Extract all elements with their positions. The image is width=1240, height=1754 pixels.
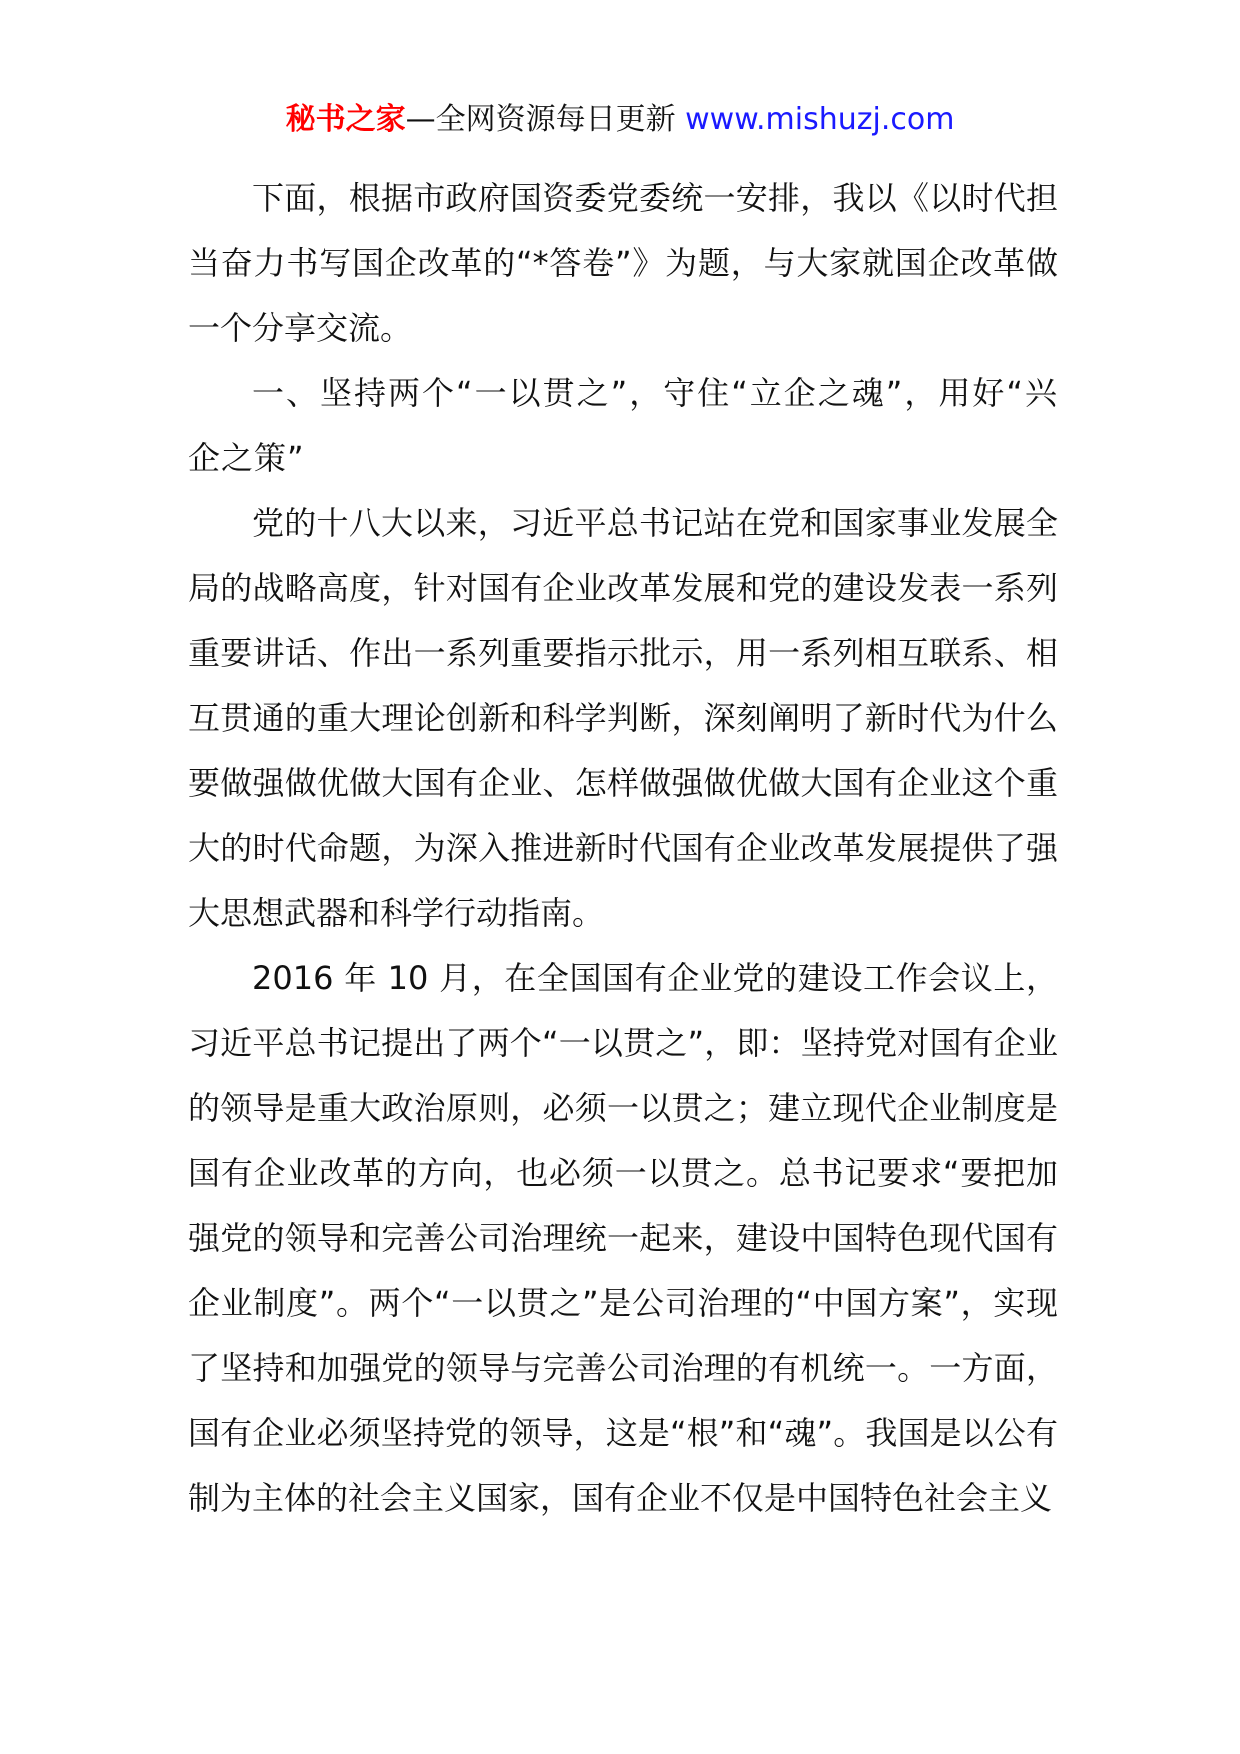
document-body bbox=[188, 166, 1058, 1531]
paragraph-two-principles: 2016 年 10 月，在全国国有企业党的建设工作会议上，习近平总书记提出了两个“一以贯之”，即：坚持党对国有企业的领导是重大政治原则，必须一以贯之；建立现代企业制度是国有企业改革的方向，也必须一以贯之。总书记要求“要把加强党的领导和完善公司治理统一起来，建设中国特色现代国有企业制度”。两个“一以贯之”是公司治理的“中国方案”，实现了坚持和加强党的领导与完善公司治理的有机统一。一方面，国有企业必须坚持党的领导，这是“根”和“魂”。我国是以公有制为主体的社会主义国家，国有企业不仅是中国特色社会主义 bbox=[188, 959, 1058, 1517]
page-header bbox=[0, 100, 1240, 140]
paragraph-intro: 下面，根据市政府国资委党委统一安排，我以《以时代担当奋力书写国企改革的“*答卷”》为题，与大家就国企改革做一个分享交流。 bbox=[188, 179, 1058, 347]
brand-name: 秘书之家 bbox=[285, 102, 406, 137]
site-url-link[interactable]: www.mishuzj.com bbox=[685, 102, 955, 137]
paragraph-background: 党的十八大以来，习近平总书记站在党和国家事业发展全局的战略高度，针对国有企业改革发展和党的建设发表一系列重要讲话、作出一系列重要指示批示，用一系列相互联系、相互贯通的重大理论创新和科学判断，深刻阐明了新时代为什么要做强做优做大国有企业、怎样做强做优做大国有企业这个重大的时代命题，为深入推进新时代国有企业改革发展提供了强大思想武器和科学行动指南。 bbox=[188, 504, 1058, 932]
header-tagline: —全网资源每日更新 bbox=[405, 102, 686, 137]
section-heading: 一、坚持两个“一以贯之”，守住“立企之魂”，用好“兴企之策” bbox=[188, 374, 1058, 477]
